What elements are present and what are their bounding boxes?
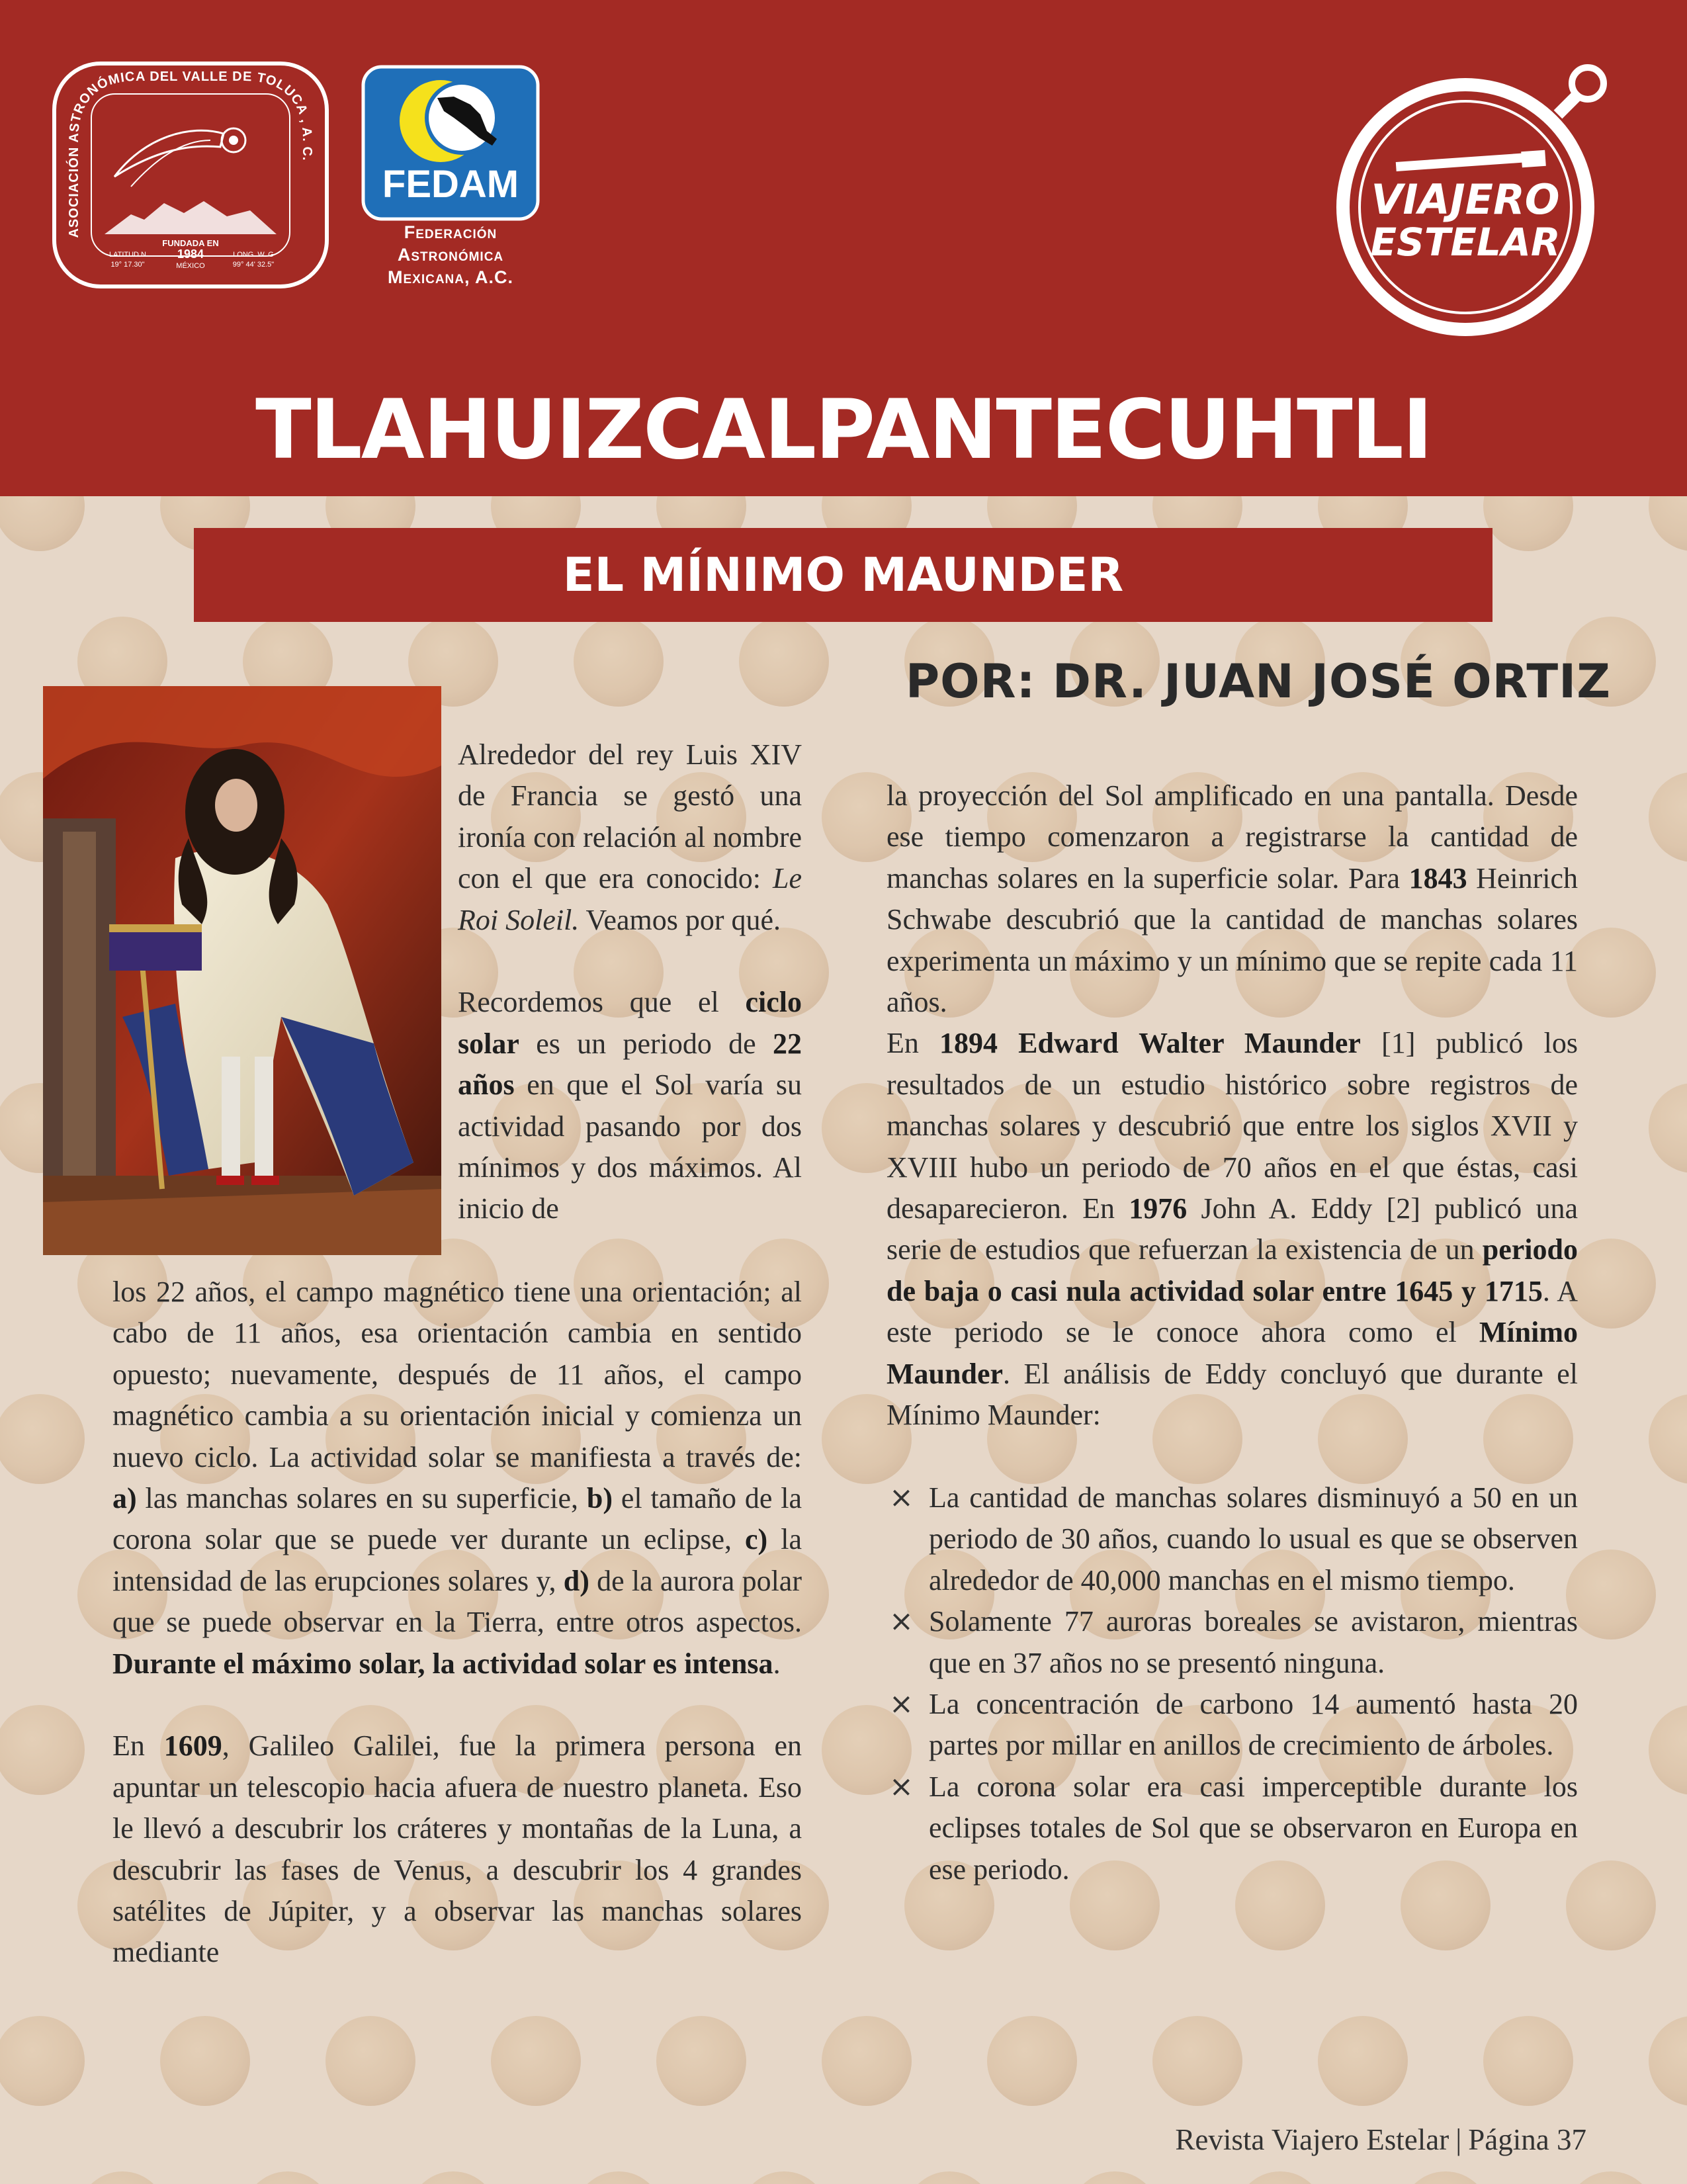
footer-separator: | bbox=[1455, 2123, 1462, 2156]
sun-disc-decoration bbox=[1401, 2171, 1491, 2184]
projection-paragraph: la proyección del Sol amplificado en una pantalla. Desde ese tiempo comenzaron a registrarse la cantidad de manchas solares en la superficie solar. Para 1843 Heinrich Schwabe descubrió que la cantidad de manchas solares experimenta un máximo y un mínimo que se repite cada 11 años. bbox=[887, 779, 1579, 1019]
article-author: POR: DR. JUAN JOSÉ ORTIZ bbox=[905, 654, 1611, 709]
sun-disc-decoration bbox=[1566, 1860, 1656, 1950]
maunder-findings-list bbox=[887, 1477, 1578, 1890]
sun-disc-decoration bbox=[1649, 493, 1687, 551]
page-footer bbox=[1175, 2120, 1586, 2160]
avt-logo bbox=[52, 61, 329, 289]
page-number: Página 37 bbox=[1468, 2123, 1586, 2156]
list-item: ⨯ La corona solar era casi imperceptible durante los eclipses totales de Sol que se observaron en Europa en ese periodo. bbox=[887, 1767, 1578, 1890]
sun-disc-decoration bbox=[739, 2171, 829, 2184]
sun-disc-decoration bbox=[1649, 2016, 1687, 2106]
sun-disc-decoration bbox=[1483, 2016, 1573, 2106]
sun-disc-decoration bbox=[1566, 1239, 1656, 1329]
sun-disc-decoration bbox=[0, 1705, 85, 1795]
sun-disc-decoration bbox=[325, 2016, 415, 2106]
svg-text:FUNDADA EN: FUNDADA EN bbox=[162, 238, 219, 248]
sun-disc-decoration bbox=[0, 2016, 85, 2106]
sun-disc-decoration bbox=[1070, 2171, 1160, 2184]
sun-disc-decoration bbox=[1483, 493, 1573, 551]
svg-text:LONG. W. G: LONG. W. G bbox=[233, 251, 274, 259]
cross-bullet-icon: ⨯ bbox=[889, 1769, 914, 1804]
viajero-estelar-logo bbox=[1323, 45, 1627, 343]
galileo-paragraph: En 1609, Galileo Galilei, fue la primera persona en apuntar un telescopio hacia afuera de nuestro planeta. Eso le llevó a descubrir los cráteres y montañas de la Luna, a descubrir las fases de Venus, a descubrir los 4 grandes satélites de Júpiter, y a observar las manchas solares mediante bbox=[112, 1729, 802, 1969]
sun-disc-decoration bbox=[1649, 1083, 1687, 1173]
list-item: ⨯ La cantidad de manchas solares disminuyó a 50 en un periodo de 30 años, cuando lo usual es que se observen alrededor de 40,000 manchas en el mismo tiempo. bbox=[887, 1477, 1578, 1601]
sun-disc-decoration bbox=[574, 2171, 664, 2184]
svg-text:LATITUD N: LATITUD N bbox=[108, 251, 147, 259]
svg-text:99° 44' 32.5": 99° 44' 32.5" bbox=[232, 261, 275, 269]
svg-text:19° 17.30": 19° 17.30" bbox=[110, 261, 145, 269]
sun-disc-decoration bbox=[0, 493, 85, 551]
solar-cycle-paragraph-cont: los 22 años, el campo magnético tiene una orientación; al cabo de 11 años, esa orientación cambia en sentido opuesto; nuevamente, después de 11 años, el campo magnético cambia a su orientación inicial y comienza un nuevo ciclo. La actividad solar se manifiesta a través de: a) las manchas solares en su superficie, b) el tamaño de la corona solar que se puede ver durante un eclipse, c) la intensidad de las erupciones solares y, d) de la aurora polar que se puede observar en la Tierra, entre otros aspectos. Durante el máximo solar, la actividad solar es intensa. bbox=[112, 1276, 802, 1680]
sun-disc-decoration bbox=[1318, 2016, 1408, 2106]
sun-disc-decoration bbox=[656, 2016, 746, 2106]
solar-cycle-paragraph: Recordemos que el ciclo solar es un periodo de 22 años en que el Sol varía su actividad pasando por dos mínimos y dos máximos. Al inicio de bbox=[458, 986, 802, 1225]
list-item: ⨯ Solamente 77 auroras boreales se avistaron, mientras que en 37 años no se presentó ninguna. bbox=[887, 1601, 1578, 1684]
sun-disc-decoration bbox=[243, 2171, 333, 2184]
sun-disc-decoration bbox=[1649, 1705, 1687, 1795]
section-title: TLAHUIZCALPANTECUHTLI bbox=[255, 382, 1432, 478]
left-column-text bbox=[112, 1272, 802, 1974]
sun-disc-decoration bbox=[1649, 1394, 1687, 1484]
article-title: EL MÍNIMO MAUNDER bbox=[562, 548, 1124, 602]
avt-ring-text: ASOCIACIÓN ASTRONÓMICA DEL VALLE DE TOLUCA , A. C. bbox=[66, 69, 315, 238]
sun-disc-decoration bbox=[1566, 928, 1656, 1018]
left-column-top-text bbox=[458, 734, 802, 1230]
sun-disc-decoration bbox=[904, 2171, 994, 2184]
sun-disc-decoration bbox=[160, 2016, 250, 2106]
fedam-logo bbox=[361, 65, 540, 221]
fedam-wordmark: FEDAM bbox=[382, 163, 519, 206]
cross-bullet-icon: ⨯ bbox=[889, 1604, 914, 1639]
sun-disc-decoration bbox=[1152, 2016, 1242, 2106]
sun-disc-decoration bbox=[1649, 772, 1687, 862]
right-column-text bbox=[887, 775, 1578, 1890]
sun-disc-decoration bbox=[822, 2016, 912, 2106]
magazine-name: Revista Viajero Estelar bbox=[1175, 2123, 1449, 2156]
sun-disc-decoration bbox=[1566, 1550, 1656, 1639]
sun-disc-decoration bbox=[1566, 2171, 1656, 2184]
louis-xiv-portrait-image bbox=[43, 686, 441, 1255]
svg-text:MÉXICO: MÉXICO bbox=[176, 262, 205, 270]
ve-line1: VIAJERO bbox=[1371, 175, 1560, 224]
intro-paragraph: Alrededor del rey Luis XIV de Francia se gestó una ironía con relación al nombre con el que era conocido: Le Roi Soleil. Veamos por qué. bbox=[458, 738, 802, 936]
cross-bullet-icon: ⨯ bbox=[889, 1686, 914, 1721]
fedam-caption: Federación Astronómica Mexicana, A.C. bbox=[387, 222, 513, 287]
sun-disc-decoration bbox=[1235, 2171, 1325, 2184]
maunder-paragraph: En 1894 Edward Walter Maunder [1] publicó los resultados de un estudio histórico sobre registros de manchas solares y descubrió que entre los siglos XVII y XVIII hubo un periodo de 70 años en el que éstas, casi desaparecieron. En 1976 John A. Eddy [2] publicó una serie de estudios que refuerzan la existencia de un periodo de baja o casi nula actividad solar entre 1645 y 1715. A este periodo se le conoce ahora como el Mínimo Maunder. El análisis de Eddy concluyó que durante el Mínimo Maunder: bbox=[887, 1027, 1578, 1432]
list-item: ⨯ La concentración de carbono 14 aumentó hasta 20 partes por millar en anillos de crecimiento de árboles. bbox=[887, 1684, 1578, 1767]
sun-disc-decoration bbox=[574, 617, 664, 707]
sun-disc-decoration bbox=[408, 2171, 498, 2184]
ve-line2: ESTELAR bbox=[1370, 220, 1561, 265]
sun-disc-decoration bbox=[491, 2016, 581, 2106]
sun-disc-decoration bbox=[0, 1394, 85, 1484]
cross-bullet-icon: ⨯ bbox=[889, 1480, 914, 1514]
svg-text:1984: 1984 bbox=[177, 247, 204, 261]
sun-disc-decoration bbox=[77, 2171, 167, 2184]
sun-disc-decoration bbox=[739, 617, 829, 707]
sun-disc-decoration bbox=[987, 2016, 1077, 2106]
